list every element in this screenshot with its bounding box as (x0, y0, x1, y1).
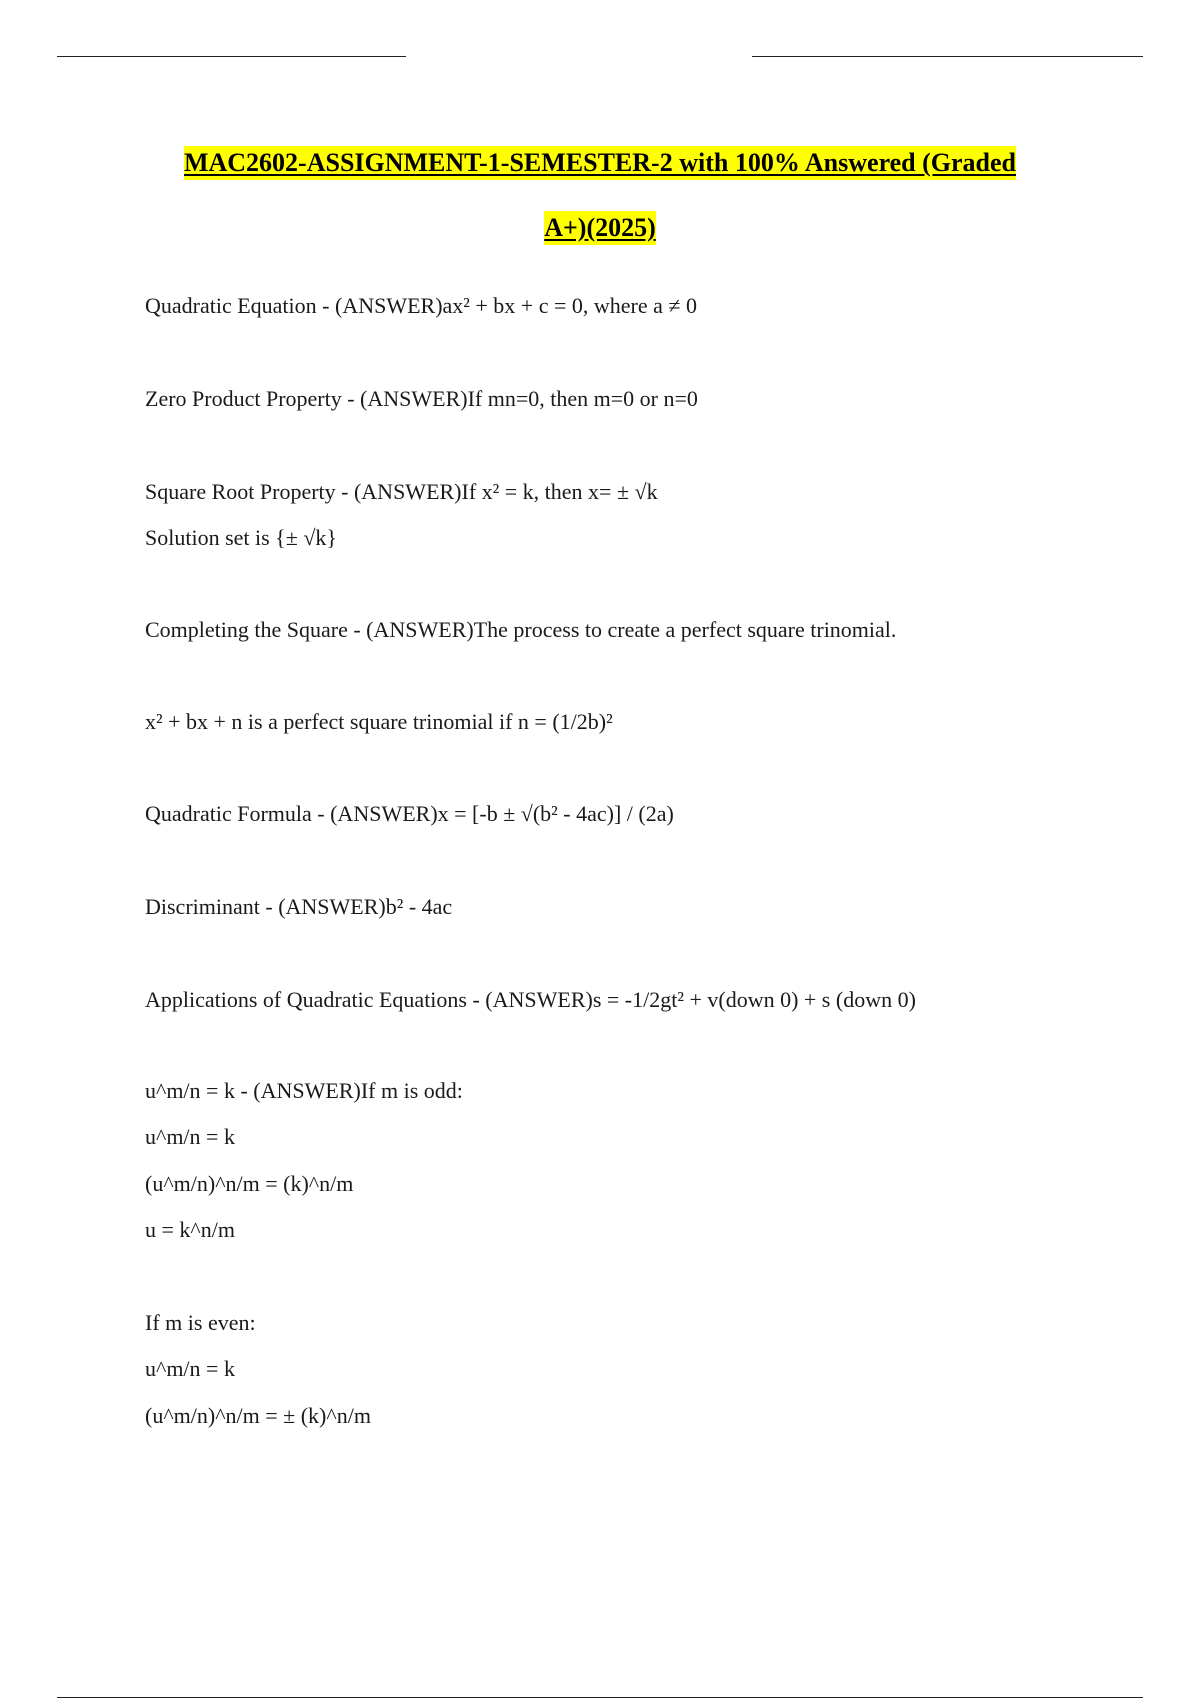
qa-quadratic-equation: Quadratic Equation - (ANSWER)ax² + bx + c = 0, where a ≠ 0 (145, 293, 697, 318)
qa-applications-of-quadratic-equations: Applications of Quadratic Equations - (ANSWER)s = -1/2gt² + v(down 0) + s (down 0) (145, 987, 916, 1012)
qa-zero-product-property: Zero Product Property - (ANSWER)If mn=0, then m=0 or n=0 (145, 386, 698, 411)
text-line-solution-set: Solution set is {± √k} (145, 525, 337, 550)
qa-quadratic-formula: Quadratic Formula - (ANSWER)x = [-b ± √(b² - 4ac)] / (2a) (145, 801, 674, 826)
text-line-even-heading: If m is even: (145, 1310, 256, 1335)
document-title-line-2: A+)(2025) (0, 215, 1200, 241)
text-line-perfect-square-trinomial: x² + bx + n is a perfect square trinomial if n = (1/2b)² (145, 709, 613, 734)
text-line-even-step-2: (u^m/n)^n/m = ± (k)^n/m (145, 1403, 371, 1428)
footer-rule (57, 1697, 1143, 1698)
header-rule-left (57, 56, 406, 57)
text-line-odd-step-3: u = k^n/m (145, 1217, 235, 1242)
qa-rational-exponent: u^m/n = k - (ANSWER)If m is odd: (145, 1078, 463, 1103)
qa-discriminant: Discriminant - (ANSWER)b² - 4ac (145, 894, 453, 919)
text-line-even-step-1: u^m/n = k (145, 1356, 235, 1381)
text-line-odd-step-1: u^m/n = k (145, 1124, 235, 1149)
document-title-line-1: MAC2602-ASSIGNMENT-1-SEMESTER-2 with 100% Answered (Graded (0, 150, 1200, 176)
qa-square-root-property: Square Root Property - (ANSWER)If x² = k, then x= ± √k (145, 479, 658, 504)
qa-completing-the-square: Completing the Square - (ANSWER)The process to create a perfect square trinomial. (145, 617, 897, 642)
header-rule-right (752, 56, 1143, 57)
text-line-odd-step-2: (u^m/n)^n/m = (k)^n/m (145, 1171, 354, 1196)
